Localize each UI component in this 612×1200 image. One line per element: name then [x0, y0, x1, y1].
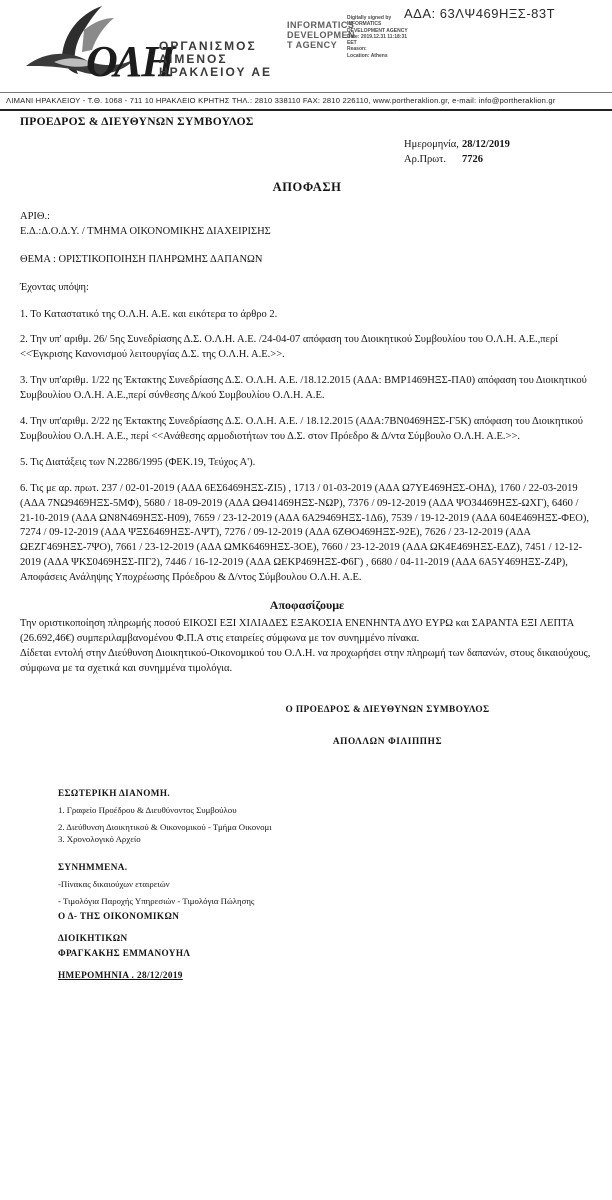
- director-name: ΦΡΑΓΚΑΚΗΣ ΕΜΜΑΝΟΥΗΛ: [58, 947, 191, 958]
- logo-acronym: ΟΛΗ: [86, 37, 174, 86]
- ada-code: ΑΔΑ: 63ΛΨ469ΗΞΣ-83Τ: [404, 6, 556, 21]
- stamp-line-4: Date: 2019.12.31 11:18:31: [347, 33, 408, 40]
- office-title: ΠΡΟΕΔΡΟΣ & ΔΙΕΥΘΥΝΩΝ ΣΥΜΒΟΥΛΟΣ: [20, 116, 254, 128]
- port-authority-logo: [24, 4, 274, 90]
- stamp-line-6: Reason:: [347, 46, 367, 53]
- internal-distribution-heading: ΕΣΩΤΕΡΙΚΗ ΔΙΑΝΟΜΗ.: [58, 788, 171, 799]
- consideration-6: 6. Τις με αρ. πρωτ. 237 / 02-01-2019 (ΑΔΑ 6ΕΣ6469ΗΞΣ-ΖΙ5) , 1713 / 01-03-2019 (ΑΔΑ Ω7ΥΕ469ΗΞΣ-ΟΗΔ), 1760 / 22-03-2019 (ΑΔΑ 7ΝΩ9469ΗΞΣ-5ΜΦ), 5680 / 18-09-2019 (ΑΔΑ ΩΘ41469ΗΞΣ-ΝΩΡ), 7376 / 09-12-2019 (ΑΔΑ ΨΟ34469ΗΞΣ-ΩΧΓ), 6460 / 21-10-2019 (ΑΔΑ ΩΝ8Ν469ΗΞΣ-Η09), 7659 / 23-12-2019 (ΑΔΑ 6Α29469ΗΞΣ-1Δ6), 7539 / 19-12-2019 (ΑΔΑ 604Ε469ΗΞΣ-ΦΕΟ), 7274 / 09-12-2019 (ΑΔΑ ΨΞΣ6469ΗΞΣ-ΛΨΤ), 7276 / 09-12-2019 (ΑΔΑ 6ΖΘΟ469ΗΞΣ-92Ε), 7626 / 23-12-2019 (ΑΔΑ ΩΕΖΓ469ΗΞΣ-7ΨΟ), 7661 / 23-12-2019 (ΑΔΑ ΩΜΚ6469ΗΞΣ-3ΟΕ), 7660 / 23-12-2019 (ΑΔΑ ΩΚ4Ε469ΗΞΣ-ΕΔΖ), 7451 / 12-12-2019 (ΑΔΑ ΨΚΣ0469ΗΞΣ-ΠΓ2), 7446 / 16-12-2019 (ΑΔΑ ΩΕΚΡ469ΗΞΣ-Φ6Γ) , 6680 / 04-11-2019 (ΑΔΑ 6Α5Υ469ΗΞΣ-Ζ4Ρ), Αποφάσεις Ανάληψης Υποχρέωσης Πρόεδρου & Δ/ντος Σύμβουλου Ο.Λ.Η. Α.Ε.: [20, 482, 589, 584]
- decision-text: [20, 617, 594, 677]
- consideration-5: 5. Τις Διατάξεις των Ν.2286/1995 (ΦΕΚ.19, Τεύχος Α').: [20, 456, 256, 468]
- agency-line-2: DEVELOPMEN: [287, 29, 356, 40]
- date-value: 28/12/2019: [462, 139, 510, 151]
- administrative-line: ΔΙΟΙΚΗΤΙΚΩΝ: [58, 932, 128, 943]
- digital-signature-stamp: [347, 15, 437, 59]
- thema-line: ΘΕΜΑ : ΟΡΙΣΤΙΚΟΠΟΙΗΣΗ ΠΛΗΡΩΜΗΣ ΔΑΠΑΝΩΝ: [20, 253, 263, 265]
- org-line-1: ΟΡΓΑΝΙΣΜΟΣ: [159, 39, 257, 53]
- finance-director-line: Ο Δ- ΤΗΣ ΟΙΚΟΝΟΜΙΚΩΝ: [58, 910, 180, 921]
- attachment-item-1: -Πίνακας δικαιούχων εταιρειών: [58, 878, 170, 889]
- considerations-list: [20, 308, 594, 587]
- consideration-2: 2. Την υπ' αριθμ. 26/ 5ης Συνεδρίασης Δ.Σ. Ο.Λ.Η. Α.Ε. /24-04-07 απόφαση του Διοικητικού Συμβουλίου του Ο.Λ.Η. Α.Ε.,περί <<Έγκρισης Κανονισμού λειτουργίας Δ.Σ. της Ο.Λ.Η. Α.Ε.>>.: [20, 334, 559, 361]
- date-row: [404, 138, 594, 153]
- consideration-4: 4. Την υπ'αριθμ. 2/22 ης Έκτακτης Συνεδρίασης Δ.Σ. Ο.Λ.Η. Α.Ε. / 18.12.2015 (ΑΔΑ:7ΒΝ0469ΗΞΣ-Γ5Κ) απόφαση του Διοικητικού Συμβουλίου Ο.Λ.Η. Α.Ε., περί <<Ανάθεσης αρμοδιοτήτων του Δ.Σ. στον Πρόεδρο & Δ/ντα Σύμβουλο Ο.Λ.Η. Α.Ε.>>.: [20, 416, 584, 442]
- agency-line-1: INFORMATICS: [287, 20, 355, 30]
- arith-line: ΑΡΙΘ.:: [20, 210, 51, 222]
- consideration-1: 1. Το Καταστατικό της Ο.Λ.Η. Α.Ε. και εικότερα το άρθρο 2.: [20, 308, 278, 320]
- stamp-line-5: EET: [347, 40, 357, 46]
- decision-paragraph-1: Την οριστικοποίηση πληρωμής ποσού ΕΙΚΟΣΙ ΕΞΙ ΧΙΛΙΑΔΕΣ ΕΞΑΚΟΣΙΑ ΕΝΕΝΗΝΤΑ ΔΥΟ ΕΥΡΩ και ΣΑΡΑΝΤΑ ΕΞΙ ΛΕΠΤΑ (26.692,46€) συμπεριλαμβανομένου Φ.Π.Α στις εταιρείες σύμφωνα με τον συνημμένο πίνακα.: [20, 618, 574, 645]
- protocol-row: [404, 153, 594, 168]
- signatory-title: Ο ΠΡΟΕΔΡΟΣ & ΔΙΕΥΘΥΝΩΝ ΣΥΜΒΟΥΛΟΣ: [285, 704, 490, 715]
- organization-name: [159, 40, 272, 80]
- reference-lines: [20, 210, 594, 296]
- stamp-line-1: Digitally signed by: [347, 15, 392, 21]
- decision-paragraph-2: Δίδεται εντολή στην Διεύθυνση Διοικητικού-Οικονομικού του Ο.Λ.Η. να προχωρήσει στην πληρωμή των δαπανών, στους δικαιούχους, σύμφωνα με τα σχετικά και συνημμένα τιμολόγια.: [20, 647, 591, 674]
- internal-distribution-block: [58, 787, 594, 982]
- protocol-value: 7726: [462, 154, 483, 166]
- document-meta: [404, 138, 594, 168]
- having-regard-line: Έχοντας υπόψη:: [20, 281, 89, 293]
- stamp-line-2: INFORMATICS: [347, 21, 382, 28]
- agency-line-3: T AGENCY: [287, 39, 338, 50]
- ed-line: Ε.Δ.:Δ.Ο.Δ.Υ. / ΤΜΗΜΑ ΟΙΚΟΝΟΜΙΚΗΣ ΔΙΑΧΕΙΡΙΣΗΣ: [20, 225, 271, 237]
- org-line-3: ΗΡΑΚΛΕΙΟΥ ΑΕ: [159, 65, 273, 80]
- internal-item-2: 2. Διεύθυνση Διοικητικού & Οικονομικού - Τμήμα Οικονομι: [58, 822, 272, 833]
- stamp-line-7: Location: Athens: [347, 52, 388, 59]
- decision-title: ΑΠΟΦΑΣΗ: [272, 180, 342, 195]
- stamp-line-3: DEVELOPMENT AGENCY: [347, 27, 408, 34]
- footer-date-line: ΗΜΕΡΟΜΗΝΙΑ . 28/12/2019: [58, 969, 183, 980]
- attachments-heading: ΣΥΝΗΜΜΕΝΑ.: [58, 861, 128, 872]
- consideration-3: 3. Την υπ'αριθμ. 1/22 ης Έκτακτης Συνεδρίασης Δ.Σ. Ο.Λ.Η. Α.Ε. /18.12.2015 (ΑΔΑ: ΒΜΡ1469ΗΞΣ-ΠΑ0) απόφαση του Διοικητικού Συμβουλίου Ο.Λ.Η. Α.Ε.,περί σύνθεσης Δ/κού Συμβουλίου Ο.Λ.Η. Α.Ε.: [20, 375, 587, 402]
- org-line-2: ΛΙΜΕΝΟΣ: [159, 52, 228, 67]
- document-body: [20, 114, 594, 982]
- date-label: Ημερομηνία,: [404, 139, 459, 151]
- internal-item-3: 3. Χρονολογικό Αρχείο: [58, 833, 141, 844]
- attachment-item-2: - Τιμολόγια Παροχής Υπηρεσιών - Τιμολόγια Πώλησης: [58, 895, 255, 906]
- internal-item-1: 1. Γραφείο Προέδρου & Διευθύνοντος Συμβούλου: [58, 805, 237, 816]
- letterhead-contact-line: ΛΙΜΑΝΙ ΗΡΑΚΛΕΙΟΥ - Τ.Θ. 1068 - 711 10 ΗΡΑΚΛΕΙΟ ΚΡΗΤΗΣ ΤΗΛ.: 2810 338110 FAX: 2810 226110, www.portheraklion.gr, e-mail: info@portheraklion.gr: [0, 92, 612, 111]
- signatory-block: [275, 704, 500, 749]
- protocol-label: Αρ.Πρωτ.: [404, 154, 447, 166]
- decide-heading: Αποφασίζουμε: [269, 598, 345, 613]
- signatory-name: ΑΠΟΛΛΩΝ ΦΙΛΙΠΠΗΣ: [332, 736, 443, 747]
